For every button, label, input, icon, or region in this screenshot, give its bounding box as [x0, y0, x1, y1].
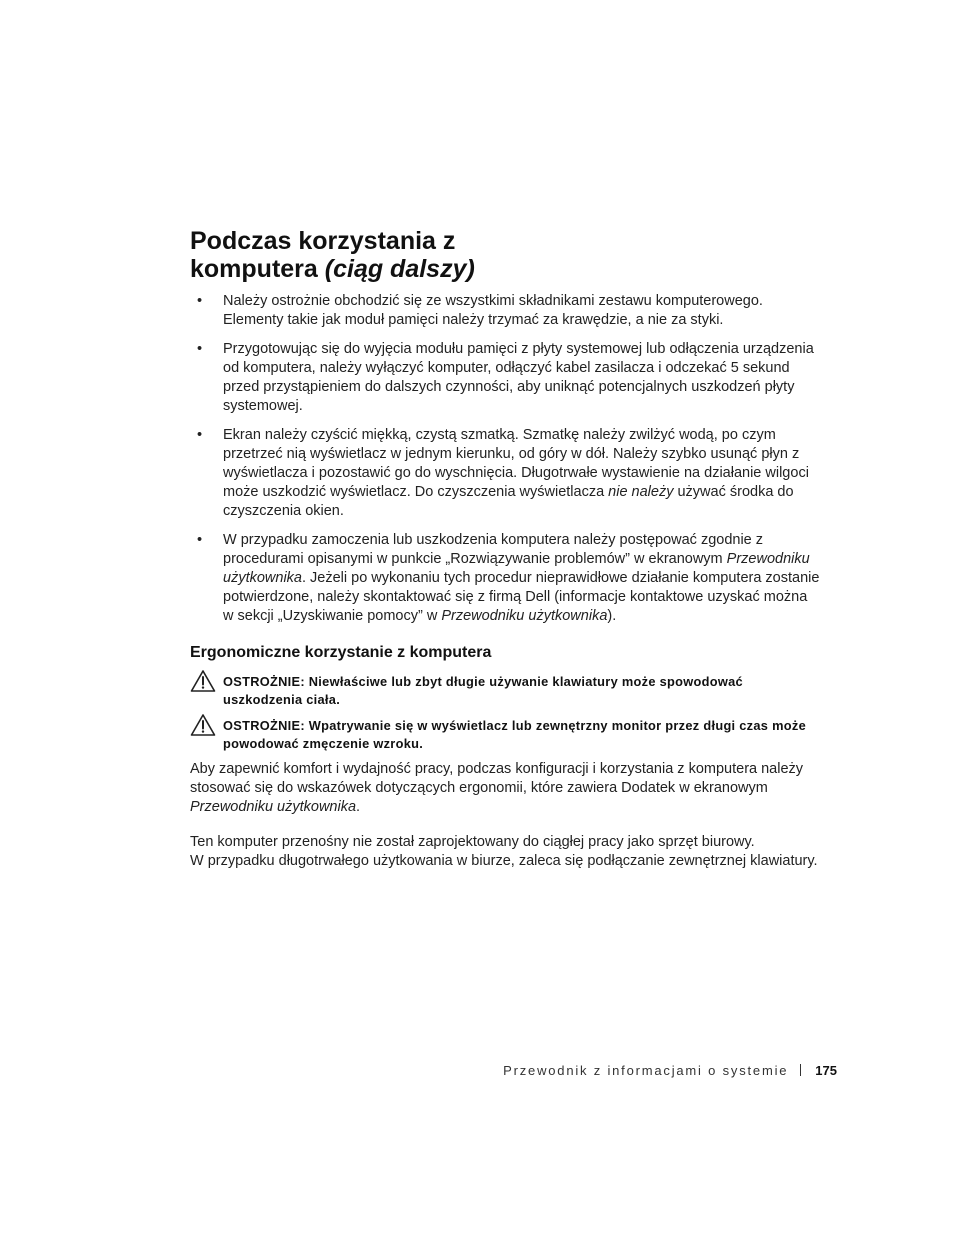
bullet-text-part: Ekran należy czyścić miękką, czystą szmatką. Szmatkę należy zwilżyć wodą, po czym przetrzeć nią wyświetlacz w jednym kierunku, od góry w dół. Należy szybko usunąć płyn z wyświetlacza i pozostawić go do wyschnięcia. Długotrwałe wystawienie na działanie wilgoci może uszkodzić wyświetlacz. Do czyszczenia wyświetlacza — [223, 427, 809, 500]
page-title — [190, 227, 810, 283]
bullet-text-part: W przypadku zamoczenia lub uszkodzenia komputera należy postępować zgodnie z procedurami opisanymi w punkcie „Rozwiązywanie problemów” w ekranowym — [223, 532, 764, 567]
caution-text: OSTROŻNIE: Wpatrywanie się w wyświetlacz lub zewnętrzny monitor przez długi czas może powodować zmęczenie wzroku. — [223, 718, 806, 751]
title-line-2-plain: komputera — [190, 255, 325, 283]
bullet-text — [223, 532, 819, 624]
section-heading: Ergonomiczne korzystanie z komputera — [190, 644, 492, 661]
body-paragraph — [190, 833, 820, 871]
caution-notice — [190, 717, 810, 752]
bullet-list — [190, 292, 820, 636]
bullet-item — [190, 426, 820, 521]
paragraph-emphasis: Przewodniku użytkownika — [190, 799, 357, 815]
footer-separator — [800, 1064, 801, 1076]
caution-notice — [190, 673, 810, 708]
bullet-item — [190, 340, 820, 416]
bullet-text: Przygotowując się do wyjęcia modułu pamięci z płyty systemowej lub odłączenia urządzenia od komputera, należy wyłączyć komputer, odłączyć kabel zasilacza i odczekać 5 sekund przed przystąpieniem do dalszych czynności, aby uniknąć potencjalnych uszkodzeń płyty systemowej. — [223, 341, 814, 414]
bullet-text-emphasis: Przewodniku użytkownika — [223, 551, 810, 586]
paragraph-part: . — [356, 799, 361, 815]
bullet-text-part: . Jeżeli po wykonaniu tych procedur nieprawidłowe działanie komputera zostanie potwierdzone, należy skontaktować się z firmą Dell (informacje kontaktowe uzyskać można w sekcji „Uzyskiwanie pomocy” w — [223, 570, 820, 624]
bullet-text — [223, 427, 809, 519]
bullet-item — [190, 531, 820, 626]
caution-text: OSTROŻNIE: Niewłaściwe lub zbyt długie używanie klawiatury może spowodować uszkodzenia ciała. — [223, 674, 743, 707]
paragraph-line: W przypadku długotrwałego użytkowania w biurze, zaleca się podłączanie zewnętrznej klawiatury. — [190, 853, 818, 869]
bullet-text-emphasis: nie należy — [608, 484, 674, 500]
bullet-dot: • — [197, 341, 203, 357]
title-line-1: Podczas korzystania z — [190, 227, 456, 255]
bullet-text-part: używać środka do czyszczenia okien. — [223, 484, 794, 519]
bullet-item — [190, 292, 820, 330]
bullet-text: Należy ostrożnie obchodzić się ze wszystkimi składnikami zestawu komputerowego. Elementy takie jak moduł pamięci należy trzymać za krawędzie, a nie za styki. — [223, 293, 763, 328]
page-footer — [440, 1062, 837, 1080]
running-title: Przewodnik z informacjami o systemie — [503, 1063, 789, 1078]
body-paragraph — [190, 760, 820, 817]
title-line-2 — [190, 255, 810, 283]
bullet-dot: • — [197, 427, 203, 443]
warning-triangle-icon — [190, 669, 216, 693]
bullet-dot: • — [197, 532, 203, 548]
paragraph-part: Aby zapewnić komfort i wydajność pracy, podczas konfiguracji i korzystania z komputera należy stosować się do wskazówek dotyczących ergonomii, które zawiera Dodatek w ekranowym — [190, 761, 804, 796]
bullet-text-part: ). — [607, 608, 617, 624]
bullet-text-emphasis: Przewodniku użytkownika — [441, 608, 608, 624]
page-number: 175 — [815, 1063, 837, 1078]
warning-triangle-icon — [190, 713, 216, 737]
title-line-2-italic: (ciąg dalszy) — [324, 255, 475, 283]
bullet-dot: • — [197, 293, 203, 309]
paragraph-line: Ten komputer przenośny nie został zaprojektowany do ciągłej pracy jako sprzęt biurowy. — [190, 834, 755, 850]
